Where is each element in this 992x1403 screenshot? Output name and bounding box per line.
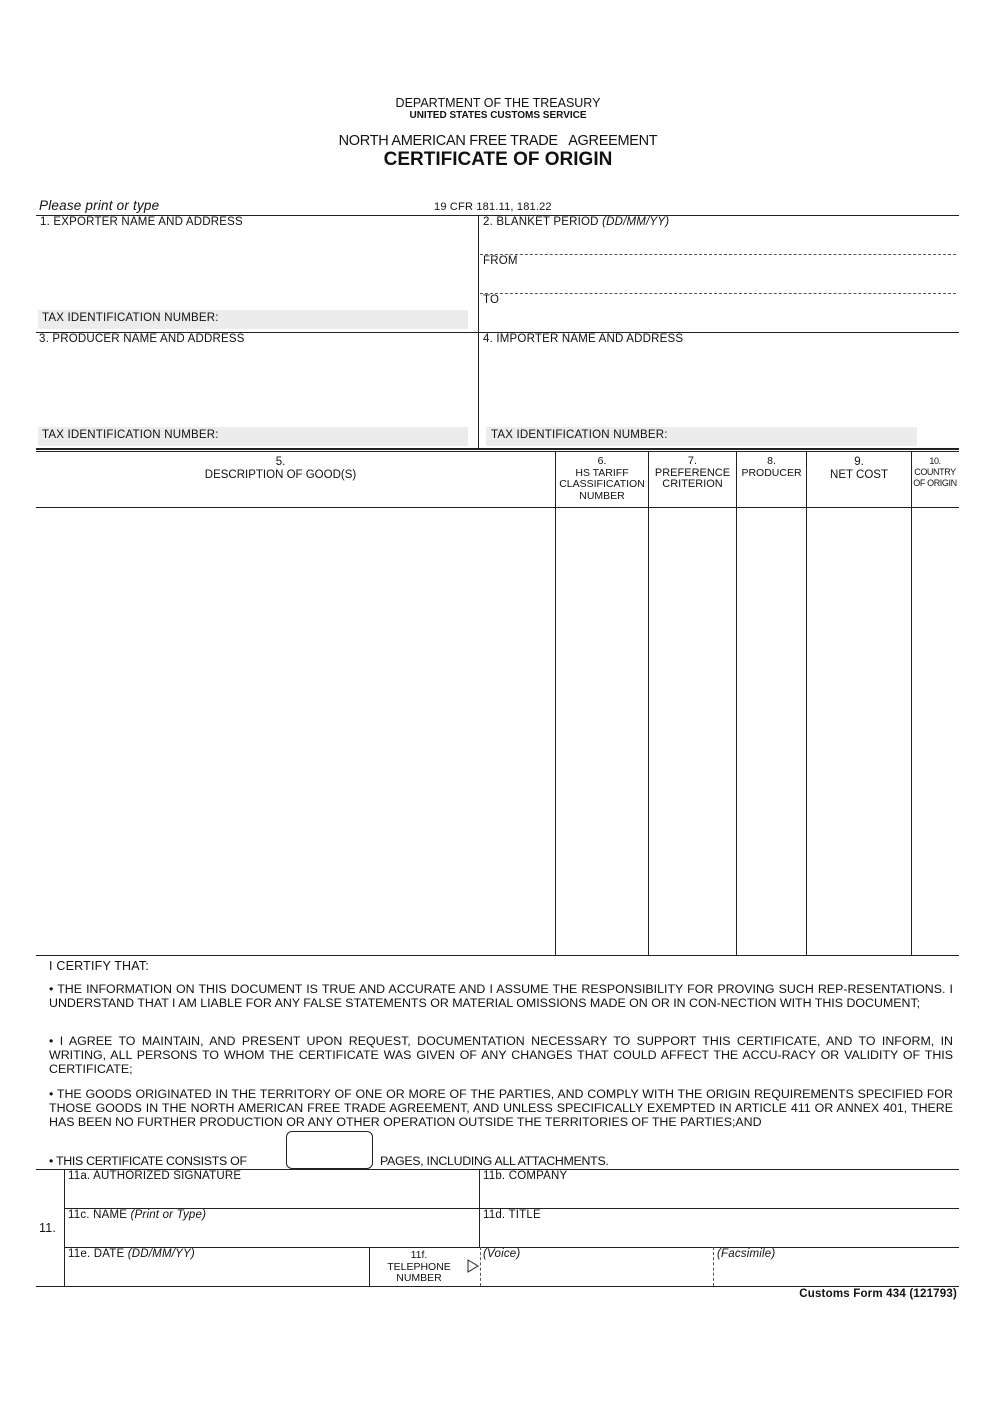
col-10-number: 10. [929, 456, 941, 466]
box3-label: 3. PRODUCER NAME AND ADDRESS [39, 333, 245, 345]
agreement-name: NORTH AMERICAN FREE TRADE AGREEMENT [338, 133, 658, 149]
box11-number-divider [64, 1169, 65, 1286]
date-field[interactable] [68, 1263, 364, 1284]
goods-top-border-2 [36, 451, 959, 452]
signature-field[interactable] [68, 1185, 473, 1206]
certify-heading: I CERTIFY THAT: [49, 959, 150, 973]
pages-count-field[interactable] [286, 1131, 373, 1169]
name-label-text: 11c. NAME [68, 1209, 128, 1221]
blanket-from-field[interactable] [520, 256, 950, 290]
box11-phone-divider [480, 1247, 481, 1286]
col-divider-7-8 [736, 452, 737, 955]
arrow-right-icon [467, 1259, 479, 1273]
form-identifier: Customs Form 434 (121793) [799, 1288, 957, 1300]
importer-tax-id-label: TAX IDENTIFICATION NUMBER: [491, 429, 668, 441]
blanket-to-field[interactable] [520, 295, 950, 329]
service-name: UNITED STATES CUSTOMS SERVICE [409, 110, 587, 121]
voice-field[interactable] [483, 1263, 709, 1284]
col-header-net-cost [807, 456, 911, 481]
producer-tax-id-label: TAX IDENTIFICATION NUMBER: [42, 429, 219, 441]
goods-description-field[interactable] [38, 509, 553, 953]
title-label: 11d. TITLE [483, 1209, 541, 1221]
company-label: 11b. COMPANY [483, 1170, 568, 1182]
document-header [0, 96, 992, 171]
col-5-title: DESCRIPTION OF GOOD(S) [204, 468, 357, 481]
col-8-title: PRODUCER [741, 466, 802, 479]
goods-bottom-border [36, 955, 959, 956]
col-header-country [911, 456, 959, 489]
col-header-hs-tariff [556, 456, 648, 502]
voice-label: (Voice) [483, 1248, 521, 1260]
col-header-description [36, 456, 525, 481]
certify-paragraph-3: • THE GOODS ORIGINATED IN THE TERRITORY OF ONE OR MORE OF THE PARTIES, AND COMPLY WITH THE ORIGIN REQUIREMENTS SPECIFIED FOR THOSE GOODS IN THE NORTH AMERICAN FREE TRADE AGREEMENT, AND UNLESS SPECIFICALLY EXEMPTED IN ARTICLE 411 OR ANNEX 401, THERE HAS BEEN NO FURTHER PRODUCTION OR ANY OTHER OPERATION OUTSIDE THE TERRITORIES OF THE PARTIES;AND [49, 1087, 953, 1129]
importer-name-address-field[interactable] [484, 350, 954, 422]
exporter-name-address-field[interactable] [40, 232, 470, 306]
box2-label [483, 216, 669, 228]
name-label-hint: (Print or Type) [130, 1209, 207, 1221]
date-label [68, 1248, 195, 1260]
title-field[interactable] [483, 1224, 953, 1245]
hs-tariff-field[interactable] [557, 509, 647, 953]
col-divider-8-9 [806, 452, 807, 955]
certify-paragraph-1: • THE INFORMATION ON THIS DOCUMENT IS TRUE AND ACCURATE AND I ASSUME THE RESPONSIBILITY FOR PROVING SUCH REP-RESENTATIONS. I UNDERSTAND THAT I AM LIABLE FOR ANY FALSE STATEMENTS OR MATERIAL OMISSIONS MADE ON OR IN CON-NECTION WITH THIS DOCUMENT; [49, 982, 953, 1010]
col-8-number: 8. [767, 455, 776, 467]
col-9-title: NET COST [830, 468, 888, 481]
col-6-number: 6. [597, 455, 607, 467]
name-label [68, 1209, 206, 1221]
company-field[interactable] [483, 1185, 953, 1206]
col-7-title-line1: PREFERENCE [654, 466, 731, 479]
blanket-from-label: FROM [483, 255, 518, 267]
name-field[interactable] [68, 1224, 473, 1245]
col-header-preference [649, 456, 736, 491]
col-10-title-line1: COUNTRY [914, 467, 956, 477]
col-divider-6-7 [648, 452, 649, 955]
col-10-title-line2: OF ORIGIN [913, 478, 957, 488]
certify-paragraph-2: • I AGREE TO MAINTAIN, AND PRESENT UPON REQUEST, DOCUMENTATION NECESSARY TO SUPPORT THIS CERTIFICATE, AND TO INFORM, IN WRITING, ALL PERSONS TO WHOM THE CERTIFICATE WAS GIVEN OF ANY CHANGES THAT COULD AFFECT THE ACCU-RACY OR VALIDITY OF THIS CERTIFICATE; [49, 1034, 953, 1076]
page-title: CERTIFICATE OF ORIGIN [383, 149, 613, 170]
col-7-number: 7. [687, 455, 698, 467]
blanket-to-label: TO [483, 294, 500, 306]
col-divider-5-6 [555, 452, 556, 955]
pages-suffix: PAGES, INCLUDING ALL ATTACHMENTS. [380, 1154, 609, 1168]
producer-name-address-field[interactable] [40, 350, 470, 422]
box2-label-text: 2. BLANKET PERIOD [483, 216, 599, 228]
fax-field[interactable] [717, 1263, 953, 1284]
col-6-title-line3: NUMBER [579, 489, 625, 502]
telephone-label [370, 1250, 468, 1285]
signature-label: 11a. AUTHORIZED SIGNATURE [68, 1170, 242, 1182]
col-5-number: 5. [275, 456, 286, 468]
box11-bottom-border [36, 1286, 959, 1287]
country-of-origin-field[interactable] [913, 509, 958, 953]
pages-prefix: • THIS CERTIFICATE CONSISTS OF [49, 1154, 247, 1168]
date-label-text: 11e. DATE [68, 1248, 125, 1260]
box4-label: 4. IMPORTER NAME AND ADDRESS [483, 333, 684, 345]
col-9-number: 9. [854, 456, 864, 468]
box2-label-hint: (DD/MM/YY) [602, 216, 670, 228]
telephone-number: 11f. [410, 1249, 428, 1261]
exporter-tax-id-label: TAX IDENTIFICATION NUMBER: [42, 312, 219, 324]
box11-mid-divider [479, 1169, 480, 1247]
telephone-line1: TELEPHONE [387, 1260, 451, 1273]
col-6-title-line1: HS TARIFF [575, 466, 629, 479]
box11-fax-divider [713, 1247, 714, 1286]
fax-label: (Facsimile) [717, 1248, 776, 1260]
blanket-from-divider [480, 254, 956, 255]
col-7-title-line2: CRITERION [662, 478, 723, 490]
department-name: DEPARTMENT OF THE TREASURY [395, 96, 601, 110]
col-header-producer [737, 456, 806, 479]
goods-header-bottom [36, 507, 959, 508]
box1-label: 1. EXPORTER NAME AND ADDRESS [40, 216, 243, 228]
print-instruction: Please print or type [39, 198, 160, 213]
cfr-reference: 19 CFR 181.11, 181.22 [434, 201, 552, 213]
telephone-line2: NUMBER [396, 1272, 442, 1284]
producer-field[interactable] [738, 509, 805, 953]
goods-top-border [36, 448, 959, 450]
preference-criterion-field[interactable] [650, 509, 735, 953]
net-cost-field[interactable] [808, 509, 910, 953]
blanket-to-divider [480, 293, 956, 294]
col-6-title-line2: CLASSIFICATION [559, 478, 645, 490]
date-label-hint: (DD/MM/YY) [127, 1248, 195, 1260]
col-divider-9-10 [911, 452, 912, 955]
box11-number: 11. [39, 1221, 57, 1235]
